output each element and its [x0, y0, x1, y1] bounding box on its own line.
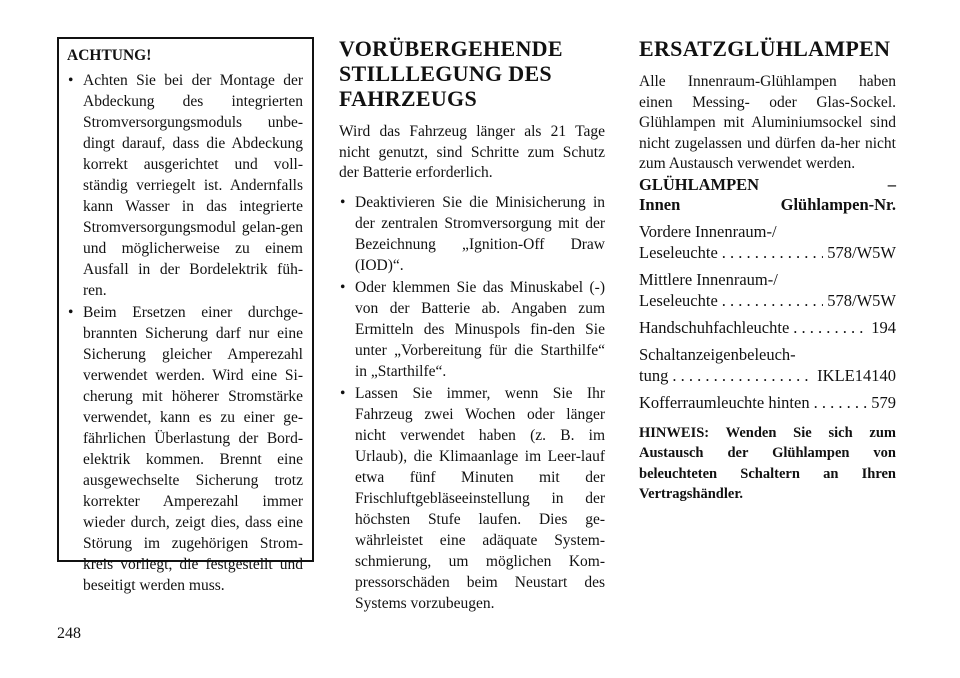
- storage-item: • Lassen Sie immer, wenn Sie Ihr Fahrzeug zwei Wochen oder länger nicht verwendet haben (z. B. im Urlaub), die Klimaanlage im Leer-lauf etwa fünf Minuten mit der Frischluftgebläseeinstellung in der höchsten Stufe laufen. Dies ge-währleistet eine adäquate System-schmierung, um möglichen Kom-pressorschäden beim Neustart des Systems vorzubeugen.: [340, 384, 605, 612]
- page-number: 248: [57, 625, 81, 642]
- bulbs-header-sub-left: Innen: [639, 194, 681, 214]
- bulb-row-label: Leseleuchte: [639, 290, 718, 310]
- bulbs-header-label: GLÜHLAMPEN: [639, 174, 760, 194]
- bulb-row-value: 194: [871, 317, 896, 337]
- bulbs-header-dash: –: [887, 174, 896, 194]
- warning-title: ACHTUNG!: [67, 47, 152, 64]
- bulb-row-label: Kofferraumleuchte hinten: [639, 392, 810, 412]
- warning-item: • Achten Sie bei der Montage der Abdeckung des integrierten Stromversorgungsmoduls unbe-dingt darauf, dass die Abdeckung korrekt ausgerichtet und voll-ständig verriegelt ist. Andernfalls kann Wasser in das integrierte Stromversorgungsmodul gelan-gen und möglicherweise zu einem Ausfall in der Bordelektrik füh-ren.: [68, 72, 303, 299]
- bulb-row-line1: Schaltanzeigenbeleuch-: [639, 344, 796, 364]
- bullet-icon: •: [340, 193, 346, 211]
- bulb-row-value: IKLE14140: [817, 365, 896, 385]
- bulb-row-label: tung: [639, 365, 669, 385]
- warning-column: [57, 37, 314, 594]
- bulb-row-value: 578/W5W: [827, 242, 896, 262]
- storage-intro: Wird das Fahrzeug länger als 21 Tage nicht genutzt, sind Schritte zum Schutz der Batterie erforderlich.: [339, 123, 605, 181]
- bulbs-header-sub-right: Glühlampen-Nr.: [780, 194, 896, 214]
- storage-list: [339, 192, 605, 614]
- storage-item: • Deaktivieren Sie die Minisicherung in der zentralen Stromversorgung mit der Bezeichnung „Ignition-Off Draw (IOD)“.: [340, 193, 605, 274]
- warning-box: [57, 37, 314, 594]
- bulb-row: [639, 269, 896, 311]
- bulb-row-value: 578/W5W: [827, 290, 896, 310]
- storage-section: [339, 36, 605, 615]
- bullet-icon: •: [340, 278, 346, 296]
- warning-list: [67, 70, 303, 596]
- storage-item: • Oder klemmen Sie das Minuskabel (-) von der Batterie ab. Angaben zum Ermitteln des Minuspols fin-den Sie unter „Vorbereitung für die Starthilfe“ in „Starthilfe“.: [340, 278, 605, 380]
- bulbs-title: ERSATZGLÜHLAMPEN: [639, 36, 891, 61]
- bulb-row: [639, 392, 896, 413]
- bulb-row: [639, 344, 896, 386]
- bulb-row-line1: Vordere Innenraum-/: [639, 221, 777, 241]
- bulb-row: [639, 317, 896, 338]
- warning-item: • Beim Ersetzen einer durchge-brannten Sicherung darf nur eine Sicherung gleicher Amperezahl verwendet werden. Wird eine Si-cherung mit höherer Stromstärke verwendet, kann es zu einer ge-fährlichen Überlastung der Bord-elektrik kommen. Brennt eine ausgewechselte Sicherung trotz korrekter Amperezahl immer wieder durch, zeigt dies, dass eine Störung im zugehörigen Strom-kreis vorliegt, die festgestellt und beseitigt werden muss.: [68, 304, 303, 594]
- bulb-row-line1: Mittlere Innenraum-/: [639, 269, 778, 289]
- bulbs-section: [639, 36, 896, 505]
- bulbs-note: HINWEIS: Wenden Sie sich zum Austausch der Glühlampen von beleuchteten Schaltern an Ihren Vertragshändler.: [639, 424, 896, 502]
- bullet-icon: •: [340, 384, 346, 402]
- bullet-icon: •: [68, 72, 74, 89]
- bulb-row-label: Handschuhfachleuchte: [639, 317, 790, 337]
- bulb-row-label: Leseleuchte: [639, 242, 718, 262]
- bulbs-intro: Alle Innenraum-Glühlampen haben einen Messing- oder Glas-Sockel. Glühlampen mit Aluminiumsockel sind nicht zugelassen und dürfen da-her nicht zum Austausch verwendet werden.: [639, 73, 896, 172]
- bullet-icon: •: [68, 304, 74, 321]
- bulbs-table-header: [639, 175, 896, 215]
- bulb-row: [639, 221, 896, 263]
- bulbs-table: [639, 221, 896, 413]
- storage-title: VORÜBERGEHENDE STILLLEGUNG DES FAHRZEUGS: [339, 36, 563, 111]
- bulb-row-value: 579: [871, 392, 896, 412]
